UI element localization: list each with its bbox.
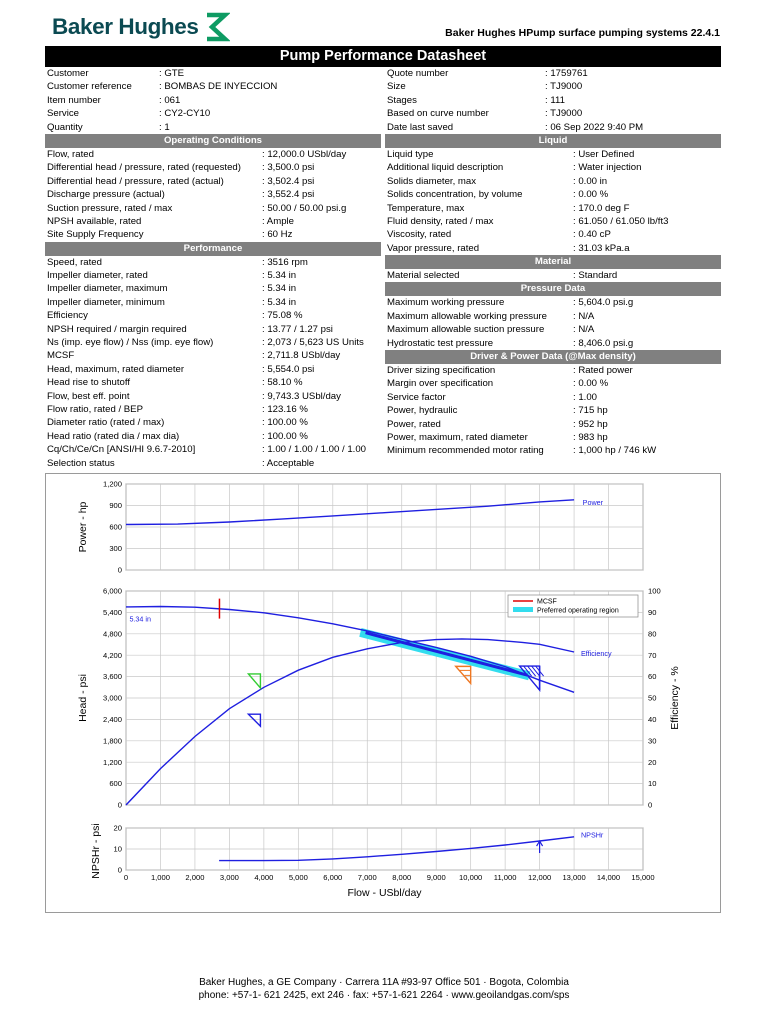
logo-wordmark: Baker Hughes (52, 14, 199, 39)
x-tick-label: 12,000 (527, 873, 552, 882)
y2-tick-label: 90 (648, 608, 657, 617)
row-label: Discharge pressure (actual) (47, 189, 165, 201)
data-row (385, 310, 721, 323)
data-row (45, 282, 381, 295)
row-label: Differential head / pressure, rated (actual) (47, 175, 224, 187)
row-value: : 3,502.4 psi (262, 175, 315, 187)
row-value: : 31.03 kPa.a (573, 242, 630, 254)
row-label: Driver sizing specification (387, 365, 496, 377)
y-tick-label: 1,200 (102, 757, 122, 767)
row-label: Solids diameter, max (387, 175, 477, 187)
row-value: : 50.00 / 50.00 psi.g (262, 202, 347, 214)
data-row (45, 161, 381, 174)
data-row (385, 67, 721, 80)
data-row (45, 80, 381, 93)
data-row (385, 377, 721, 390)
row-label: Material selected (387, 270, 460, 282)
row-label: Minimum recommended motor rating (387, 445, 544, 457)
data-row (45, 336, 381, 349)
data-row (45, 457, 381, 470)
row-label: Fluid density, rated / max (387, 215, 494, 227)
row-value: : 5,604.0 psi.g (573, 297, 634, 309)
row-value: : 06 Sep 2022 9:40 PM (545, 121, 644, 133)
data-row (385, 242, 721, 255)
y-tick-label: 900 (109, 501, 122, 511)
data-row (45, 202, 381, 215)
liquid-header: Liquid (385, 134, 721, 148)
row-value: : Water injection (573, 162, 642, 174)
row-label: Impeller diameter, minimum (47, 296, 165, 308)
row-value: : 5,554.0 psi (262, 363, 315, 375)
row-label: Service factor (387, 391, 446, 403)
x-tick-label: 4,000 (254, 873, 274, 882)
data-row (45, 323, 381, 336)
row-value: : 0.00 in (573, 175, 608, 187)
row-label: Efficiency (47, 310, 88, 322)
data-row (385, 444, 721, 457)
x-tick-label: 6,000 (323, 873, 343, 882)
operating-conditions-header: Operating Conditions (45, 134, 381, 148)
row-label: Power, maximum, rated diameter (387, 431, 528, 443)
data-row (385, 121, 721, 134)
data-row (385, 215, 721, 228)
y-tick-label: 1,200 (102, 479, 122, 489)
x-tick-label: 0 (123, 873, 129, 882)
material-header: Material (385, 255, 721, 269)
x-tick-label: 14,000 (596, 873, 621, 882)
data-row (385, 364, 721, 377)
row-value: : Ample (262, 215, 294, 227)
row-label: Quote number (387, 68, 449, 79)
data-row (45, 390, 381, 403)
data-row (45, 430, 381, 443)
data-row (385, 94, 721, 107)
row-value: : 0.00 % (573, 189, 609, 201)
x-tick-label: 2,000 (185, 873, 205, 882)
row-label: Suction pressure, rated / max (47, 202, 173, 214)
data-row (45, 148, 381, 161)
row-value: : 0.00 % (573, 378, 609, 390)
row-value: : 75.08 % (262, 310, 303, 322)
row-label: Service (47, 108, 79, 120)
row-label: Item number (47, 94, 101, 106)
row-label: Maximum working pressure (387, 297, 505, 309)
data-row (45, 403, 381, 416)
row-label: MCSF (47, 350, 75, 362)
row-label: Head ratio (rated dia / max dia) (47, 430, 180, 442)
row-label: NPSH available, rated (47, 215, 142, 227)
row-label: Margin over specification (387, 378, 494, 390)
efficiency-axis-title: Efficiency - % (669, 666, 681, 730)
row-value: : GTE (159, 68, 185, 79)
left-column (45, 67, 381, 470)
row-value: : Rated power (573, 365, 633, 377)
data-row (45, 256, 381, 269)
head-axis-title: Head - psi (77, 674, 89, 722)
x-tick-label: 13,000 (562, 873, 586, 882)
product-title: Baker Hughes HPump surface pumping systems 22.4.1 (445, 27, 720, 39)
row-label: Maximum allowable working pressure (387, 310, 547, 322)
row-value: : 5.34 in (262, 296, 297, 308)
row-label: Quantity (47, 121, 83, 133)
row-value: : TJ9000 (545, 81, 583, 93)
data-row (45, 443, 381, 456)
row-value: : 3,500.0 psi (262, 162, 315, 174)
data-row (45, 309, 381, 322)
data-row (385, 228, 721, 241)
row-value: : 952 hp (573, 418, 608, 430)
y-tick-label: 0 (117, 865, 122, 875)
x-tick-label: 1,000 (150, 873, 170, 882)
data-row (385, 107, 721, 120)
x-tick-label: 5,000 (288, 873, 308, 882)
operating-conditions-block (45, 148, 381, 242)
row-value: : CY2-CY10 (159, 108, 211, 120)
data-row (385, 296, 721, 309)
y2-tick-label: 100 (648, 586, 661, 596)
row-value: : 13.77 / 1.27 psi (262, 323, 333, 335)
data-row (385, 148, 721, 161)
y2-tick-label: 70 (648, 650, 657, 660)
row-value: : 1759761 (545, 68, 588, 79)
row-value: : Acceptable (262, 457, 315, 469)
row-value: : TJ9000 (545, 108, 583, 120)
x-tick-label: 7,000 (357, 873, 377, 882)
legend-por-swatch (513, 607, 533, 612)
row-value: : User Defined (573, 148, 635, 160)
row-label: Diameter ratio (rated / max) (47, 417, 165, 429)
data-row (385, 161, 721, 174)
data-row (45, 107, 381, 120)
row-label: Temperature, max (387, 202, 465, 214)
y2-tick-label: 10 (648, 779, 657, 789)
row-label: Head, maximum, rated diameter (47, 363, 185, 375)
row-value: : 2,711.8 USbl/day (262, 350, 341, 362)
row-label: Liquid type (387, 148, 434, 160)
data-row (385, 418, 721, 431)
row-label: Ns (imp. eye flow) / Nss (imp. eye flow) (47, 337, 214, 349)
x-tick-label: 15,000 (631, 873, 655, 882)
data-row (45, 296, 381, 309)
y-tick-label: 0 (117, 565, 122, 575)
pressure-data-header: Pressure Data (385, 282, 721, 296)
baker-hughes-mark-icon (204, 12, 230, 42)
row-value: : 61.050 / 61.050 lb/ft3 (573, 215, 669, 227)
data-row (385, 202, 721, 215)
info-left-block (45, 67, 381, 134)
row-value: : 1.00 / 1.00 / 1.00 / 1.00 (262, 444, 367, 456)
row-value: : 1 (159, 121, 170, 133)
y2-tick-label: 0 (648, 800, 653, 810)
row-label: Differential head / pressure, rated (requested) (47, 162, 241, 174)
data-row (385, 269, 721, 282)
footer-address: Baker Hughes, a GE Company · Carrera 11A #93-97 Office 501 · Bogota, Colombia (199, 977, 569, 988)
row-label: Flow, rated (47, 148, 94, 160)
row-value: : 0.40 cP (573, 229, 611, 241)
row-label: Customer reference (47, 81, 132, 93)
row-value: : 8,406.0 psi.g (573, 337, 634, 349)
x-tick-label: 10,000 (459, 873, 483, 882)
npshr-curve-label: NPSHr (580, 830, 604, 840)
row-label: Hydrostatic test pressure (387, 337, 494, 349)
row-label: Stages (387, 94, 417, 106)
x-tick-label: 8,000 (392, 873, 412, 882)
row-value: : N/A (573, 324, 595, 336)
row-value: : 170.0 deg F (573, 202, 630, 214)
diameter-label: 5.34 in (129, 614, 152, 624)
data-row (45, 349, 381, 362)
material-block (385, 269, 721, 282)
liquid-block (385, 148, 721, 255)
data-row (45, 228, 381, 241)
data-row (45, 94, 381, 107)
row-value: : N/A (573, 310, 595, 322)
row-value: : 1,000 hp / 746 kW (573, 445, 657, 457)
y-tick-label: 4,800 (102, 629, 122, 639)
y2-tick-label: 30 (648, 736, 657, 746)
info-right-block (385, 67, 721, 134)
row-label: Flow, best eff. point (47, 390, 130, 402)
row-label: Speed, rated (47, 256, 102, 268)
data-row (45, 67, 381, 80)
row-value: : 1.00 (573, 391, 598, 403)
data-row (385, 391, 721, 404)
right-column (385, 67, 721, 458)
row-value: : 715 hp (573, 405, 608, 417)
data-row (45, 121, 381, 134)
data-row (385, 175, 721, 188)
row-label: Site Supply Frequency (47, 229, 144, 241)
row-label: Power, hydraulic (387, 405, 458, 417)
row-label: Maximum allowable suction pressure (387, 324, 545, 336)
data-row (45, 363, 381, 376)
row-value: : 9,743.3 USbl/day (262, 390, 341, 402)
legend-por-label: Preferred operating region (537, 607, 619, 615)
y-tick-label: 600 (109, 522, 122, 532)
row-label: Selection status (47, 457, 115, 469)
row-value: : 100.00 % (262, 417, 308, 429)
pressure-data-block (385, 296, 721, 350)
row-value: : 2,073 / 5,623 US Units (262, 337, 364, 349)
data-row (45, 215, 381, 228)
sheet-title: Pump Performance Datasheet (45, 46, 721, 67)
x-tick-label: 11,000 (493, 873, 517, 882)
performance-charts (45, 473, 721, 913)
row-label: Vapor pressure, rated (387, 242, 480, 254)
row-value: : 983 hp (573, 431, 608, 443)
row-value: : BOMBAS DE INYECCION (159, 81, 278, 93)
data-row (45, 269, 381, 282)
data-row (385, 337, 721, 350)
data-row (385, 431, 721, 444)
data-row (385, 323, 721, 336)
row-label: Size (387, 81, 406, 93)
row-label: Impeller diameter, rated (47, 270, 148, 282)
y-tick-label: 3,000 (102, 693, 122, 703)
efficiency-curve-label: Efficiency (580, 649, 612, 659)
data-row (45, 175, 381, 188)
y2-tick-label: 40 (648, 715, 657, 724)
y-tick-label: 20 (113, 823, 122, 833)
row-label: Viscosity, rated (387, 229, 452, 241)
y-tick-label: 3,600 (102, 672, 122, 682)
row-value: : 3516 rpm (262, 256, 308, 268)
y-tick-label: 1,800 (102, 736, 122, 746)
row-value: : 3,552.4 psi (262, 189, 315, 201)
performance-header: Performance (45, 242, 381, 256)
row-value: : 123.16 % (262, 403, 308, 415)
row-label: Cq/Ch/Ce/Cn [ANSI/HI 9.6.7-2010] (47, 444, 196, 456)
legend-mcsf-label: MCSF (537, 598, 557, 606)
data-row (385, 80, 721, 93)
row-value: : 111 (545, 94, 565, 106)
y2-tick-label: 50 (648, 693, 657, 703)
npshr-axis-title: NPSHr - psi (90, 823, 102, 879)
row-label: Head rise to shutoff (47, 377, 131, 389)
row-label: Additional liquid description (387, 162, 504, 174)
x-tick-label: 9,000 (426, 873, 446, 882)
y-tick-label: 4,200 (102, 650, 122, 660)
row-value: : 5.34 in (262, 283, 297, 295)
row-value: : 58.10 % (262, 377, 303, 389)
row-value: : 061 (159, 94, 181, 106)
row-label: Impeller diameter, maximum (47, 283, 168, 295)
row-value: : 60 Hz (262, 229, 293, 241)
driver-power-header: Driver & Power Data (@Max density) (385, 350, 721, 364)
company-logo (52, 12, 230, 42)
row-label: Solids concentration, by volume (387, 189, 523, 201)
data-row (45, 416, 381, 429)
performance-block (45, 256, 381, 470)
y-tick-label: 10 (113, 844, 122, 854)
footer-contact: phone: +57-1- 621 2425, ext 246 · fax: +57-1-621 2264 · www.geoilandgas.com/sps (198, 990, 570, 1001)
flow-axis-title: Flow - USbl/day (347, 887, 422, 899)
y2-tick-label: 80 (648, 629, 657, 639)
y2-tick-label: 20 (648, 757, 657, 767)
row-label: NPSH required / margin required (47, 323, 187, 335)
power-axis-title: Power - hp (77, 501, 89, 553)
y-tick-label: 5,400 (102, 608, 122, 617)
row-label: Flow ratio, rated / BEP (47, 403, 143, 415)
row-value: : 12,000.0 USbl/day (262, 148, 347, 160)
y-tick-label: 0 (117, 800, 122, 810)
y-tick-label: 600 (109, 779, 122, 789)
y-tick-label: 6,000 (102, 586, 122, 596)
power-curve-label: Power (582, 498, 604, 508)
row-label: Date last saved (387, 121, 454, 133)
row-label: Customer (47, 68, 89, 79)
data-row (45, 188, 381, 201)
row-label: Based on curve number (387, 108, 489, 120)
x-tick-label: 3,000 (219, 873, 239, 882)
data-row (45, 376, 381, 389)
data-row (385, 188, 721, 201)
row-label: Power, rated (387, 418, 441, 430)
y2-tick-label: 60 (648, 672, 657, 682)
data-row (385, 404, 721, 417)
performance-charts-svg (46, 474, 722, 914)
row-value: : Standard (573, 270, 618, 282)
row-value: : 100.00 % (262, 430, 308, 442)
y-tick-label: 2,400 (102, 715, 122, 724)
y-tick-label: 300 (109, 544, 122, 554)
driver-power-block (385, 364, 721, 458)
row-value: : 5.34 in (262, 270, 297, 282)
